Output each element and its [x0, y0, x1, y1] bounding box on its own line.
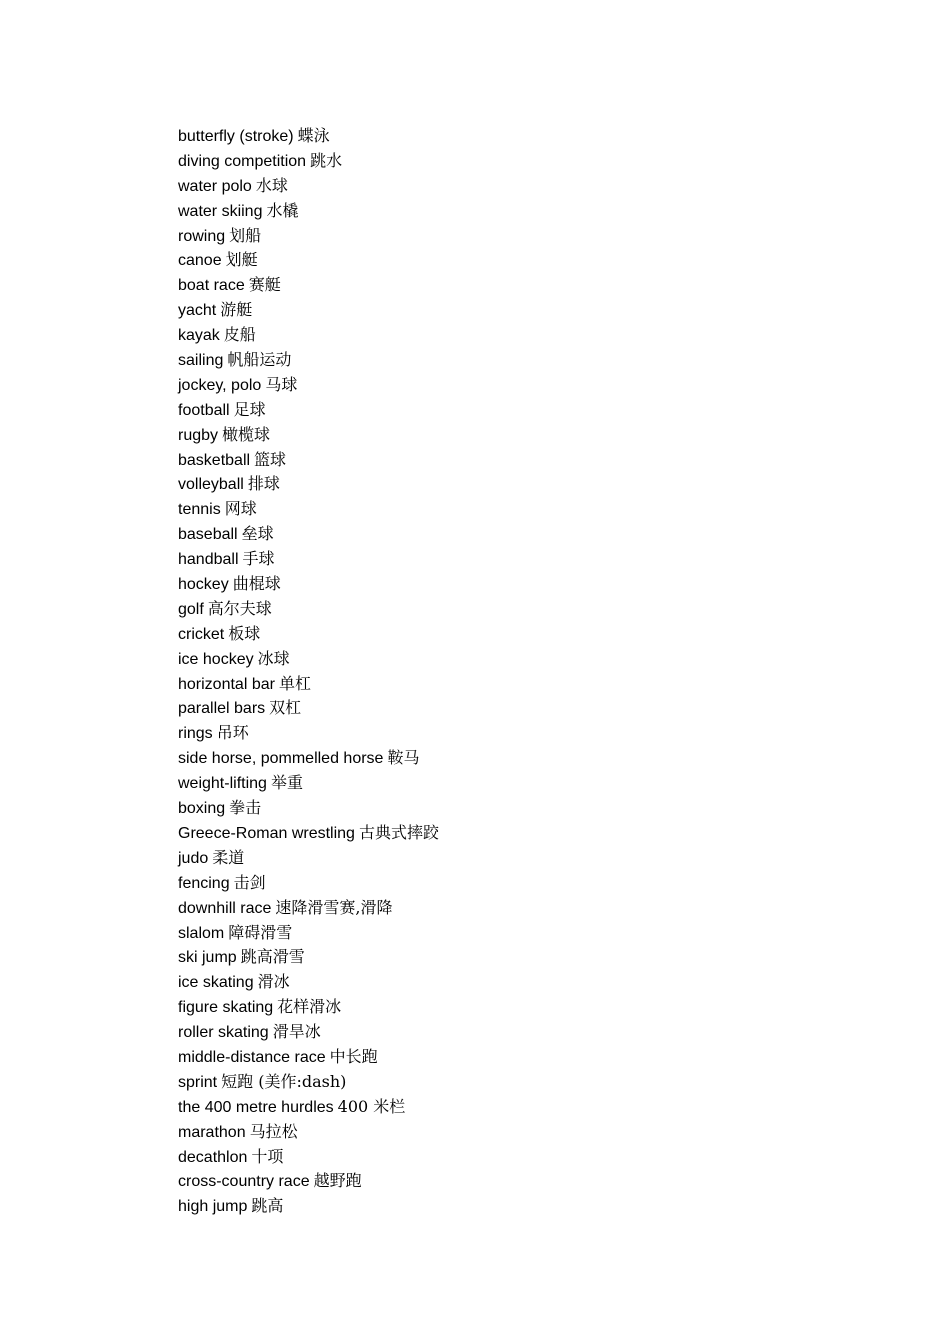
english-term: ski jump [178, 949, 237, 967]
chinese-term: 跳高 [251, 1196, 284, 1216]
chinese-term: 冰球 [257, 648, 290, 668]
vocabulary-entry [178, 149, 439, 174]
chinese-term: 划船 [229, 225, 262, 245]
chinese-term: 古典式摔跤 [358, 822, 439, 842]
english-term: water skiing [178, 202, 263, 220]
vocabulary-entry [178, 846, 439, 871]
english-term: figure skating [178, 999, 274, 1017]
chinese-term: 双杠 [269, 698, 302, 718]
vocabulary-entry [178, 547, 439, 572]
chinese-term: 击剑 [233, 872, 266, 892]
chinese-term: 皮船 [223, 325, 256, 345]
english-term: the 400 metre hurdles [178, 1098, 334, 1116]
vocabulary-entry [178, 696, 439, 721]
english-term: football [178, 401, 230, 419]
vocabulary-entry [178, 771, 439, 796]
vocabulary-entry [178, 970, 439, 995]
vocabulary-entry [178, 224, 439, 249]
vocabulary-entry [178, 647, 439, 672]
vocabulary-entry [178, 1194, 439, 1219]
chinese-term: 网球 [224, 499, 257, 519]
chinese-term: 400 米栏 [337, 1096, 406, 1116]
english-term: boxing [178, 800, 226, 818]
vocabulary-entry [178, 248, 439, 273]
english-term: ice hockey [178, 650, 254, 668]
vocabulary-entry [178, 348, 439, 373]
english-term: judo [178, 849, 209, 867]
english-term: sprint [178, 1073, 218, 1091]
chinese-term: 短跑 (美作:dash) [221, 1071, 347, 1091]
vocabulary-entry [178, 1070, 439, 1095]
english-term: high jump [178, 1198, 248, 1216]
vocabulary-entry [178, 796, 439, 821]
vocabulary-entry [178, 1045, 439, 1070]
english-term: fencing [178, 874, 230, 892]
chinese-term: 马拉松 [249, 1121, 298, 1141]
english-term: tennis [178, 501, 221, 519]
vocabulary-entry [178, 199, 439, 224]
english-term: side horse, pommelled horse [178, 750, 384, 768]
vocabulary-entry [178, 622, 439, 647]
chinese-term: 划艇 [225, 250, 258, 270]
english-term: volleyball [178, 476, 244, 494]
english-term: cross-country race [178, 1173, 310, 1191]
chinese-term: 足球 [233, 399, 266, 419]
vocabulary-entry [178, 323, 439, 348]
chinese-term: 帆船运动 [227, 350, 292, 370]
english-term: middle-distance race [178, 1048, 326, 1066]
vocabulary-entry [178, 672, 439, 697]
chinese-term: 手球 [242, 549, 275, 569]
english-term: basketball [178, 451, 251, 469]
chinese-term: 鞍马 [387, 748, 420, 768]
vocabulary-entry [178, 821, 439, 846]
vocabulary-entry [178, 896, 439, 921]
chinese-term: 单杠 [278, 673, 311, 693]
vocabulary-entry [178, 1095, 439, 1120]
english-term: butterfly (stroke) [178, 128, 294, 145]
chinese-term: 跳水 [310, 150, 343, 170]
english-term: golf [178, 600, 204, 618]
english-term: slalom [178, 924, 225, 942]
chinese-term: 板球 [228, 623, 261, 643]
chinese-term: 水球 [255, 175, 288, 195]
vocabulary-entry [178, 921, 439, 946]
english-term: rowing [178, 227, 226, 245]
chinese-term: 曲棍球 [232, 574, 281, 594]
vocabulary-entry [178, 472, 439, 497]
vocabulary-entry [178, 174, 439, 199]
chinese-term: 水橇 [266, 200, 299, 220]
chinese-term: 篮球 [254, 449, 287, 469]
english-term: yacht [178, 302, 217, 320]
chinese-term: 橄榄球 [222, 424, 271, 444]
vocabulary-entry [178, 1120, 439, 1145]
english-term: handball [178, 551, 239, 569]
chinese-term: 举重 [270, 773, 303, 793]
vocabulary-entry [178, 746, 439, 771]
english-term: rings [178, 725, 213, 743]
chinese-term: 跳高滑雪 [240, 947, 305, 967]
english-term: boat race [178, 277, 245, 295]
english-term: canoe [178, 252, 222, 270]
english-term: jockey, polo [178, 376, 262, 394]
chinese-term: 拳击 [229, 798, 262, 818]
english-term: Greece-Roman wrestling [178, 824, 355, 842]
english-term: kayak [178, 327, 220, 345]
chinese-term: 十项 [251, 1146, 284, 1166]
vocabulary-entry [178, 1169, 439, 1194]
chinese-term: 垒球 [241, 524, 274, 544]
vocabulary-entry [178, 597, 439, 622]
vocabulary-entry [178, 273, 439, 298]
english-term: ice skating [178, 974, 254, 992]
english-term: downhill race [178, 899, 272, 917]
chinese-term: 游艇 [220, 300, 253, 320]
english-term: sailing [178, 352, 224, 370]
vocabulary-entry [178, 124, 439, 149]
english-term: weight-lifting [178, 775, 267, 793]
vocabulary-entry [178, 871, 439, 896]
chinese-term: 滑旱冰 [272, 1022, 321, 1042]
vocabulary-entry [178, 423, 439, 448]
vocabulary-entry [178, 1020, 439, 1045]
english-term: roller skating [178, 1024, 269, 1042]
vocabulary-entry [178, 1145, 439, 1170]
vocabulary-entry [178, 721, 439, 746]
chinese-term: 马球 [265, 374, 298, 394]
vocabulary-entry [178, 572, 439, 597]
chinese-term: 赛艇 [248, 275, 281, 295]
chinese-term: 滑冰 [257, 972, 290, 992]
english-term: diving competition [178, 152, 307, 170]
chinese-term: 花样滑冰 [277, 997, 342, 1017]
vocabulary-entry [178, 298, 439, 323]
english-term: hockey [178, 576, 229, 594]
vocabulary-entry [178, 497, 439, 522]
english-term: marathon [178, 1123, 246, 1141]
english-term: rugby [178, 426, 219, 444]
chinese-term: 越野跑 [313, 1171, 362, 1191]
english-term: decathlon [178, 1148, 248, 1166]
vocabulary-list [178, 124, 439, 1219]
vocabulary-entry [178, 945, 439, 970]
chinese-term: 柔道 [212, 847, 245, 867]
chinese-term: 障碍滑雪 [228, 922, 293, 942]
vocabulary-entry [178, 373, 439, 398]
english-term: cricket [178, 625, 225, 643]
english-term: horizontal bar [178, 675, 275, 693]
chinese-term: 排球 [247, 474, 280, 494]
chinese-term: 蝶泳 [297, 126, 330, 145]
chinese-term: 高尔夫球 [207, 598, 272, 618]
english-term: baseball [178, 526, 238, 544]
english-term: parallel bars [178, 700, 266, 718]
vocabulary-entry [178, 522, 439, 547]
english-term: water polo [178, 177, 252, 195]
chinese-term: 速降滑雪赛,滑降 [275, 897, 393, 917]
vocabulary-entry [178, 995, 439, 1020]
vocabulary-entry [178, 398, 439, 423]
vocabulary-entry [178, 448, 439, 473]
chinese-term: 中长跑 [329, 1046, 378, 1066]
chinese-term: 吊环 [216, 723, 249, 743]
